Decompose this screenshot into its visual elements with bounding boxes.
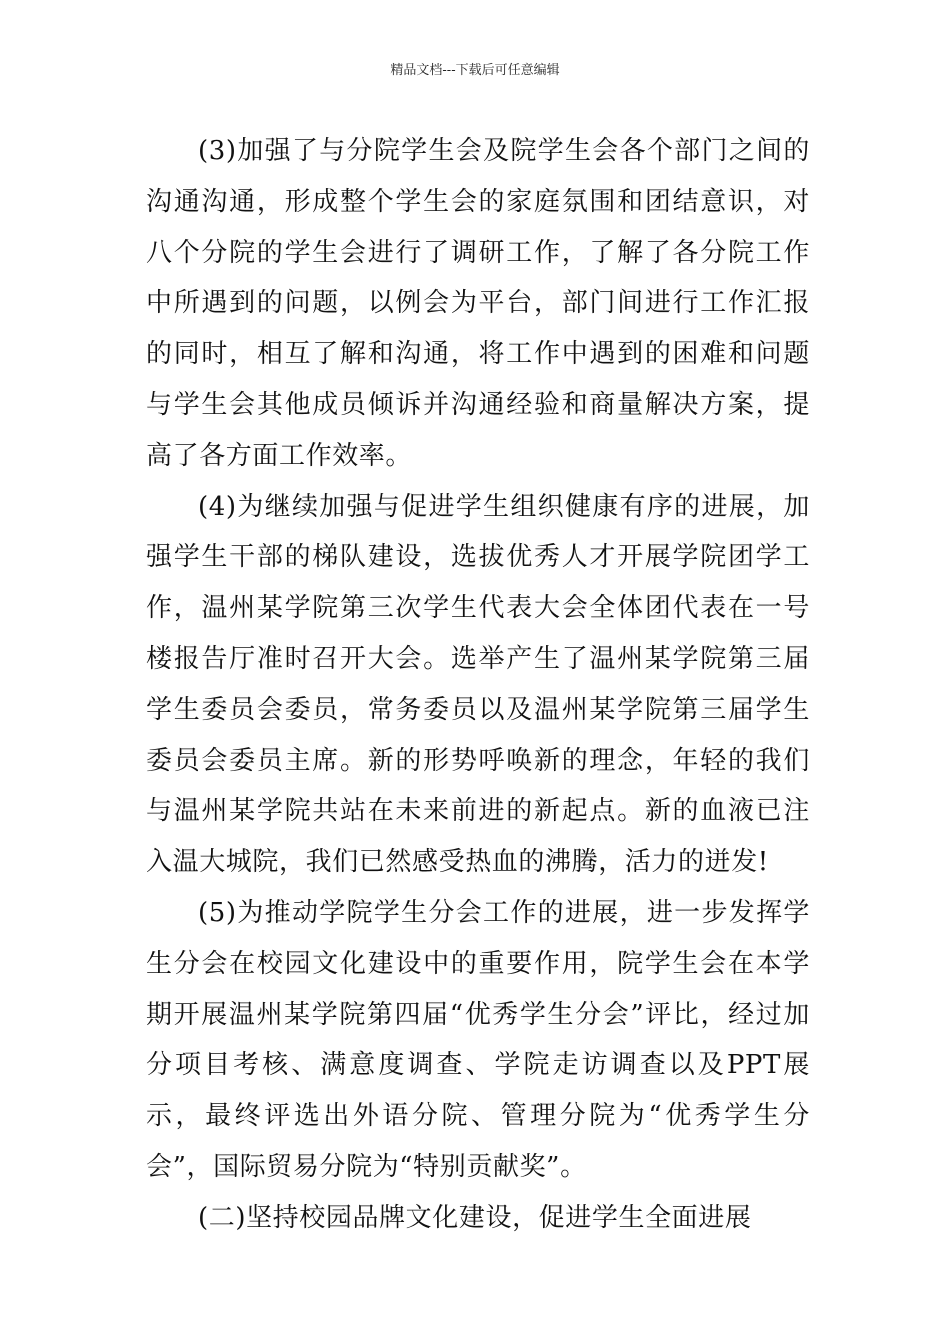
paragraph-3: (3)加强了与分院学生会及院学生会各个部门之间的沟通沟通，形成整个学生会的家庭氛围和团结意识，对八个分院的学生会进行了调研工作，了解了各分院工作中所遇到的问题，以例会为平台，部门间进行工作汇报的同时，相互了解和沟通，将工作中遇到的困难和问题与学生会其他成员倾诉并沟通经验和商量解决方案，提高了各方面工作效率。 — [146, 136, 810, 471]
paragraph-4: (4)为继续加强与促进学生组织健康有序的进展，加强学生干部的梯队建设，选拔优秀人才开展学院团学工作，温州某学院第三次学生代表大会全体团代表在一号楼报告厅准时召开大会。选举产生了温州某学院第三届学生委员会委员，常务委员以及温州某学院第三届学生委员会委员主席。新的形势呼唤新的理念，年轻的我们与温州某学院共站在未来前进的新起点。新的血液已注入温大城院，我们已然感受热血的沸腾，活力的迸发! — [146, 491, 810, 878]
paragraph-5: (5)为推动学院学生分会工作的进展，进一步发挥学生分会在校园文化建设中的重要作用，院学生会在本学期开展温州某学院第四届“优秀学生分会”评比，经过加分项目考核、满意度调查、学院走访调查以及PPT展示，最终评选出外语分院、管理分院为“优秀学生分会”，国际贸易分院为“特别贡献奖”。 — [146, 897, 810, 1182]
page-header: 精品文档---下载后可任意编辑 — [390, 63, 560, 78]
section-heading-2: (二)坚持校园品牌文化建设，促进学生全面进展 — [198, 1202, 752, 1233]
document-body — [146, 126, 810, 1244]
